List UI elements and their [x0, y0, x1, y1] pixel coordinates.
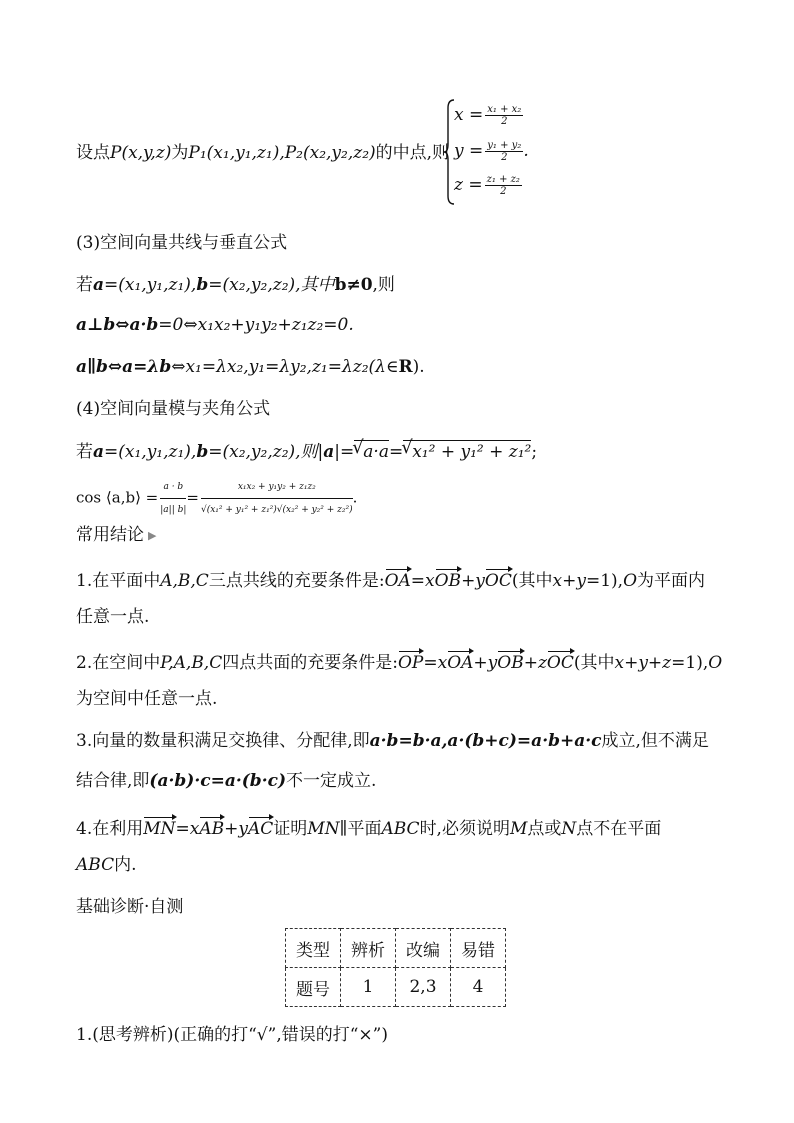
conclusion-4: 4.在利用MN=xAB+yAC证明MN∥平面ABC时,必须说明M点或N点不在平面 — [76, 814, 661, 840]
sqrt-a-dot-a: √ a·a — [354, 440, 389, 463]
midpoint-prefix: 设点 — [76, 143, 110, 163]
table-row — [286, 929, 506, 968]
table-cell: 2,3 — [396, 968, 451, 1007]
section4-heading: (4)空间向量模与夹角公式 — [76, 399, 271, 419]
vector-ac: AC — [248, 814, 273, 840]
modulus-formula: 若a=(x₁,y₁,z₁),b=(x₂,y₂,z₂),则|a|=√ a·a=√ x₁² + y₁² + z₁²; — [76, 440, 537, 463]
vector-oc: OC — [485, 566, 512, 592]
cosine-formula: cos ⟨a,b⟩ = $\frac{a \cdot b}{|a|| b|}$ = $\frac{\text{x₁x₂ + y₁y₂ + z₁z₂}}{\text{√(x₁² + y₁² + z₁²)√(x₂² + y₂² + z₂²)}}$ . — [76, 476, 357, 521]
point-p1: P₁(x₁,y₁,z₁), — [188, 143, 285, 163]
question-1: 1.(思考辨析)(正确的打“√”,错误的打“×”) — [76, 1025, 388, 1045]
conclusion-2: 2.在空间中P,A,B,C四点共面的充要条件是:OP=xOA+yOB+zOC(其中x+y+z=1),O — [76, 648, 722, 674]
table-header-cell: 类型 — [286, 929, 341, 968]
section3-line1: 若a=(x₁,y₁,z₁),b=(x₂,y₂,z₂),其中b≠0,则 — [76, 275, 395, 295]
perpendicular-formula: a⊥b⇔a·b=0⇔x₁x₂+y₁y₂+z₁z₂=0. — [76, 315, 354, 335]
vector-ob: OB — [497, 648, 523, 674]
sqrt-sum-squares: √ x₁² + y₁² + z₁² — [403, 440, 531, 463]
conclusion-4-cont: ABC内. — [76, 855, 137, 875]
vector-ob: OB — [435, 566, 461, 592]
conclusion-1-cont: 任意一点. — [76, 607, 150, 627]
system-row-x: x = $\frac{\text{x₁ + x₂}}{2}$ — [454, 104, 522, 127]
section3-heading: (3)空间向量共线与垂直公式 — [76, 233, 288, 253]
parallel-formula: a∥b⇔a=λb⇔x₁=λx₂,y₁=λy₂,z₁=λz₂(λ∈R). — [76, 357, 425, 377]
vector-ab: AB — [199, 814, 224, 840]
midpoint-statement — [76, 142, 449, 164]
vector-op: OP — [398, 648, 423, 674]
system-row-z: z = $\frac{\text{z₁ + z₂}}{2}$ — [454, 174, 520, 197]
point-p: P(x,y,z) — [110, 143, 172, 163]
conclusion-1: 1.在平面中A,B,C三点共线的充要条件是:OA=xOB+yOC(其中x+y=1),O为平面内 — [76, 566, 705, 592]
conclusion-3-cont: 结合律,即(a·b)·c=a·(b·c)不一定成立. — [76, 771, 377, 791]
midpoint-system — [444, 98, 544, 206]
conclusions-heading: 常用结论 ▶ — [76, 525, 157, 545]
vector-oa: OA — [385, 566, 411, 592]
arrow-right-icon: ▶ — [148, 528, 157, 542]
table-header-cell: 辨析 — [341, 929, 396, 968]
point-p2: P₂(x₂,y₂,z₂) — [284, 143, 376, 163]
vector-mn: MN — [143, 814, 175, 840]
conclusion-2-cont: 为空间中任意一点. — [76, 689, 218, 709]
table-cell: 4 — [451, 968, 506, 1007]
conclusion-3: 3.向量的数量积满足交换律、分配律,即a·b=b·a,a·(b+c)=a·b+a·c成立,但不满足 — [76, 731, 709, 751]
vector-oa: OA — [447, 648, 473, 674]
table-header-cell: 易错 — [451, 929, 506, 968]
midpoint-suffix: 的中点,则 — [375, 143, 450, 163]
system-row-y: y = $\frac{\text{y₁ + y₂}}{2}$ . — [454, 140, 529, 163]
vector-oc: OC — [547, 648, 574, 674]
table-cell: 题号 — [286, 968, 341, 1007]
table-row — [286, 968, 506, 1007]
selftest-heading: 基础诊断·自测 — [76, 897, 184, 917]
table-header-cell: 改编 — [396, 929, 451, 968]
table-cell: 1 — [341, 968, 396, 1007]
midpoint-middle: 为 — [171, 143, 189, 163]
question-type-table — [285, 928, 506, 1007]
